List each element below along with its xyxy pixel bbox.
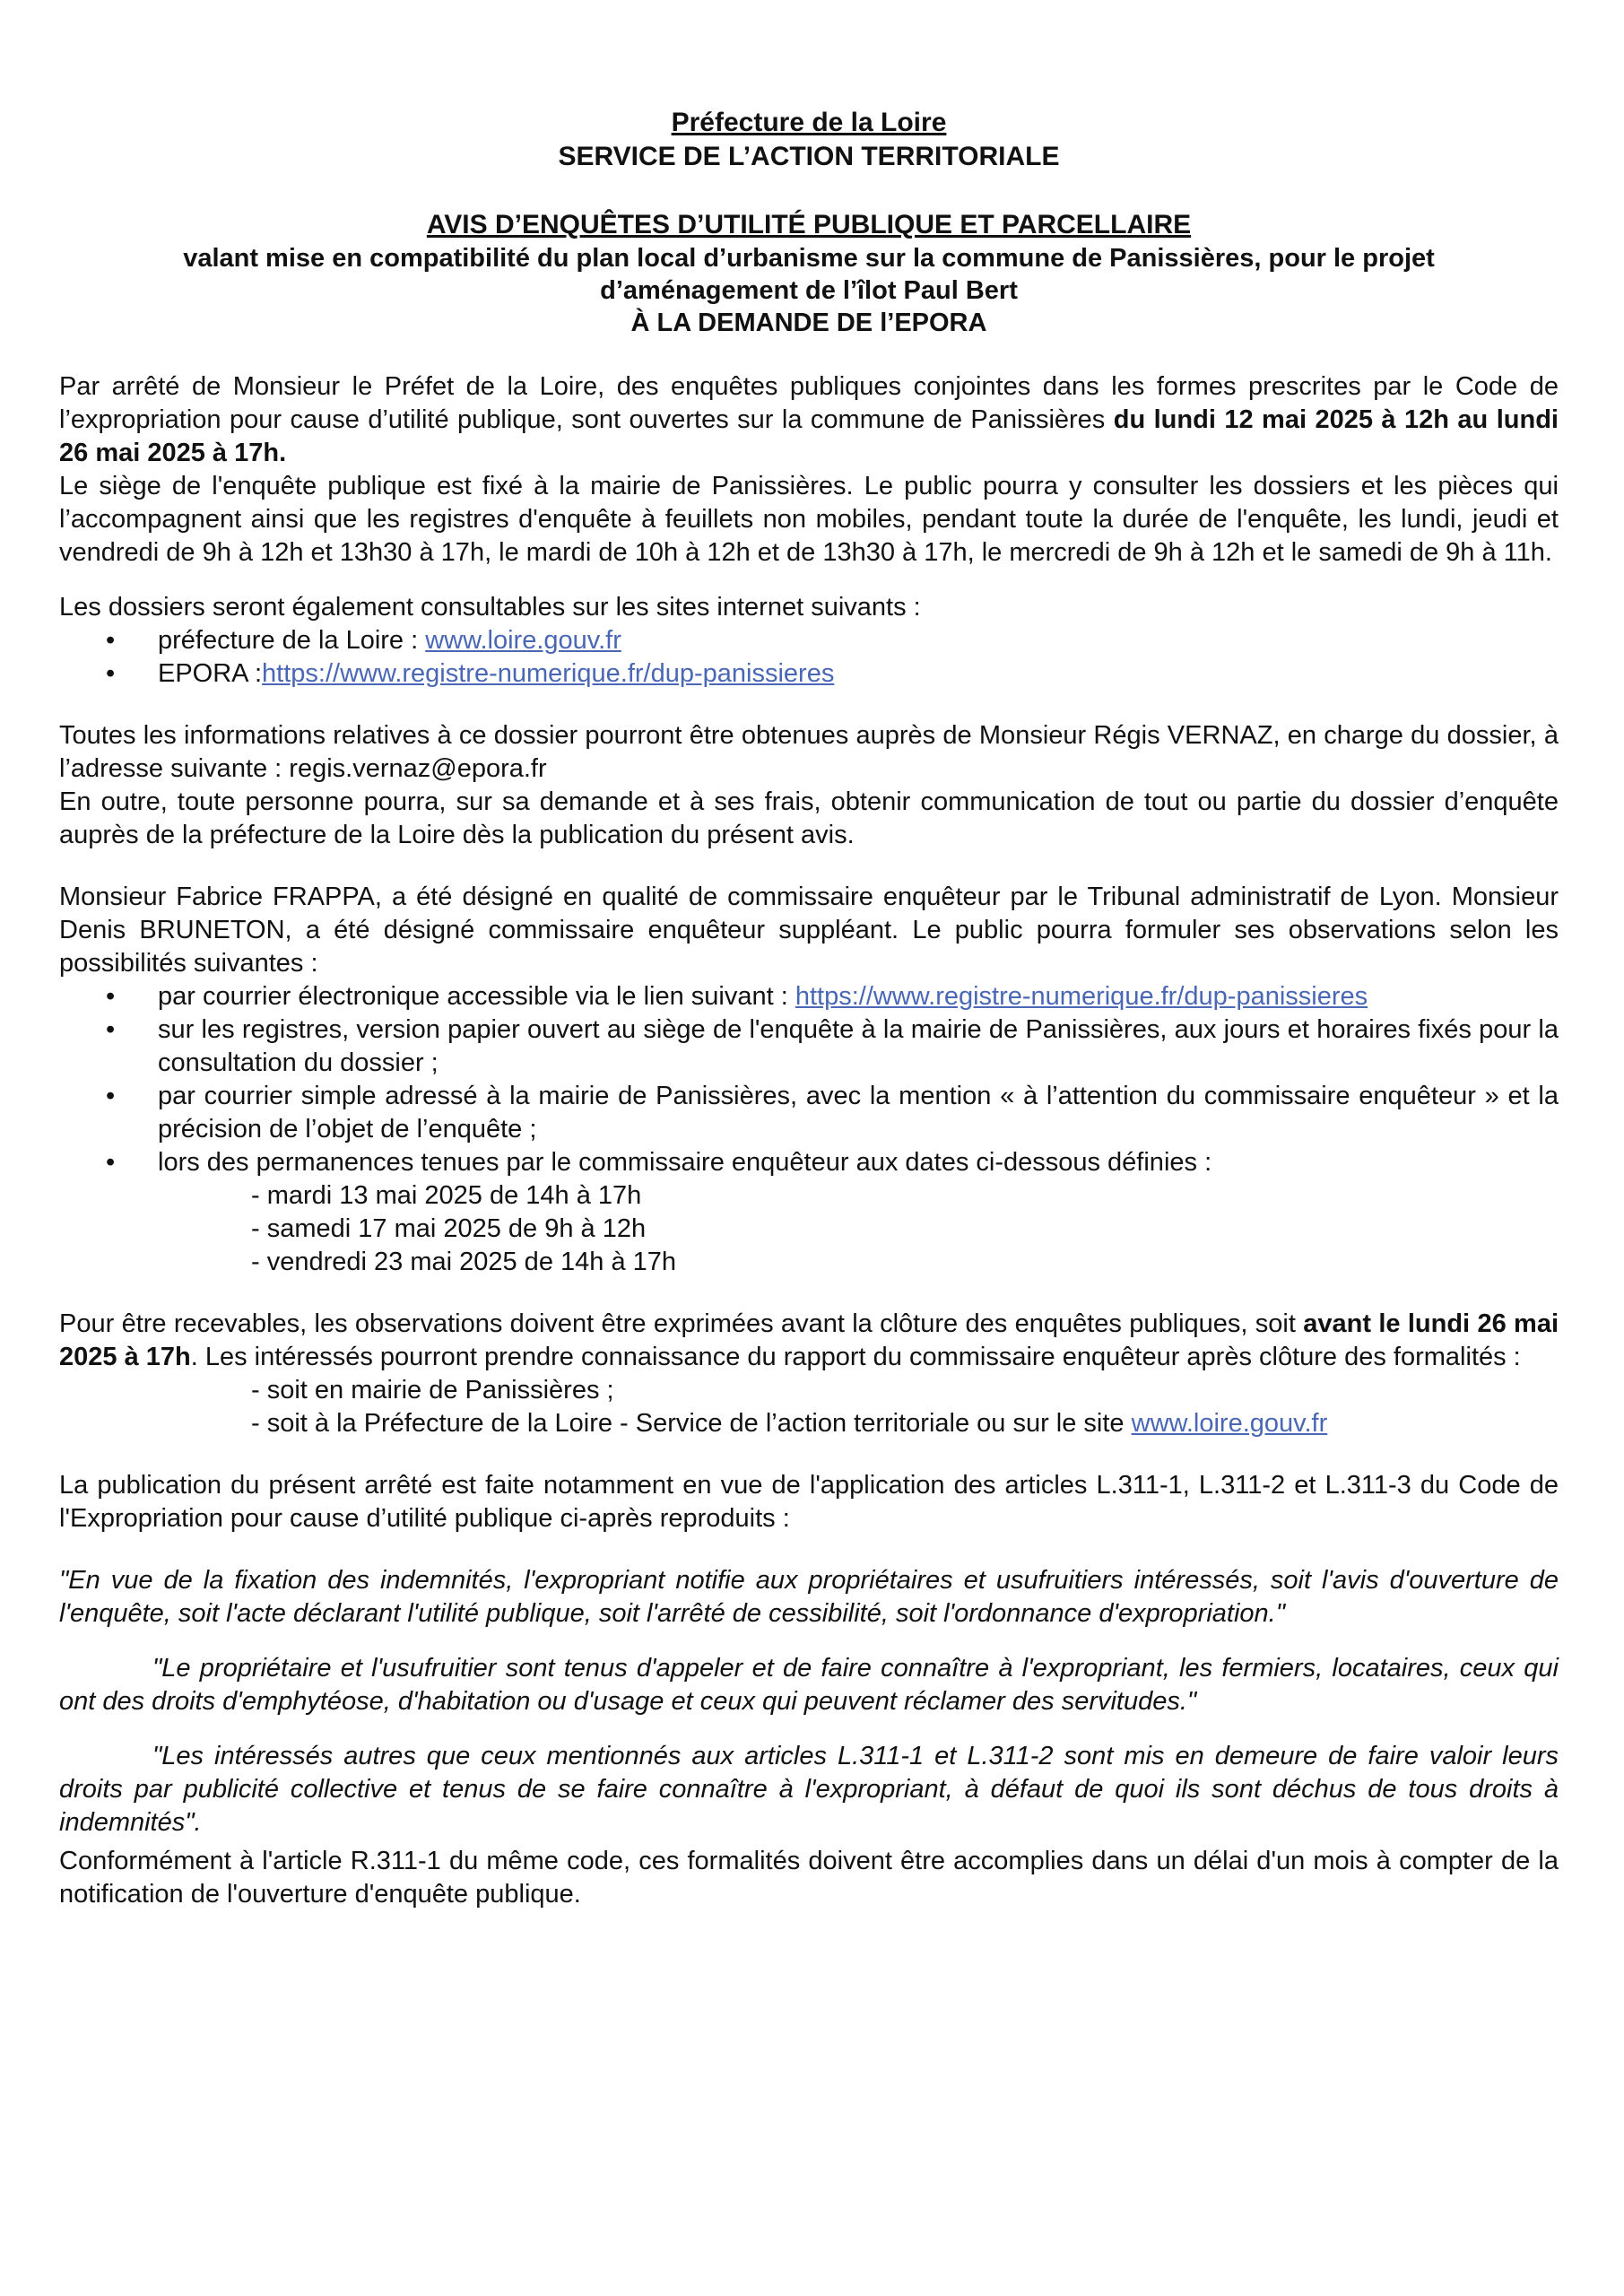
- bullet-icon: •: [106, 1082, 116, 1110]
- quote-article-3: "Les intéressés autres que ceux mentionnés aux articles L.311-1 et L.311-2 sont mis en demeure de faire valoir leurs droits par publicité collective et tenus de se faire connaître à l'expropriant, à défaut de quoi ils sont déchus de tous droits à indemnités".: [59, 1742, 1559, 1837]
- bullet-icon: •: [106, 626, 116, 655]
- list-item: [59, 1013, 1559, 1080]
- websites-list: [59, 624, 1559, 691]
- recevabilite-paragraph: [59, 1308, 1559, 1374]
- bullet-icon: •: [106, 982, 116, 1011]
- quote-article-2: "Le propriétaire et l'usufruitier sont tenus d'appeler et de faire connaître à l'expropriant, les fermiers, locataires, ceux qui ont des droits d'emphytéose, d'habitation ou d'usage et ceux qui peuvent réclamer des servitudes.": [59, 1654, 1559, 1716]
- list-item: [59, 1080, 1559, 1146]
- siege-paragraph: Le siège de l'enquête publique est fixé à la mairie de Panissières. Le public pourra y consulter les dossiers et les pièces qui l’accompagnent ainsi que les registres d'enquête à feuillets non mobiles, pendant toute la durée de l'enquête, les lundi, jeudi et vendredi de 9h à 12h et 13h30 à 17h, le mardi de 10h à 12h et de 13h30 à 17h, le mercredi de 9h à 12h et le samedi de 9h à 11h.: [59, 472, 1559, 567]
- website-label: EPORA :: [158, 659, 263, 688]
- permanence-dates: [59, 1179, 1559, 1279]
- intro-paragraph: [59, 370, 1559, 470]
- list-item: [59, 1146, 1559, 1179]
- recevabilite-deadline: avant le lundi 26 mai 2025 à 17h: [59, 1309, 1559, 1371]
- report-locations: [59, 1374, 1559, 1440]
- permanence-date: - vendredi 23 mai 2025 de 14h à 17h: [251, 1248, 677, 1276]
- publication-paragraph: La publication du présent arrêté est faite notamment en vue de l'application des articles L.311-1, L.311-2 et L.311-3 du Code de l'Expropriation pour cause d’utilité publique ci-après reproduits :: [59, 1471, 1559, 1533]
- bullet-icon: •: [106, 1015, 116, 1044]
- contact-paragraph: Toutes les informations relatives à ce dossier pourront être obtenues auprès de Monsieur Régis VERNAZ, en charge du dossier, à l’adresse suivante : regis.vernaz@epora.fr: [59, 721, 1559, 783]
- permanence-date: - mardi 13 mai 2025 de 14h à 17h: [251, 1181, 642, 1210]
- method-text: par courrier électronique accessible via le lien suivant :: [158, 982, 795, 1011]
- notice-title: AVIS D’ENQUÊTES D’UTILITÉ PUBLIQUE ET PARCELLAIRE: [426, 210, 1192, 239]
- prefecture-heading: Préfecture de la Loire: [671, 108, 947, 137]
- prefecture-website-link[interactable]: www.loire.gouv.fr: [425, 626, 621, 655]
- quote-article-1: "En vue de la fixation des indemnités, l'expropriant notifie aux propriétaires et usufruitiers intéressés, soit l'avis d'ouverture de l'enquête, soit l'acte déclarant l'utilité publique, soit l'arrêté de cessibilité, soit l'ordonnance d'expropriation.": [59, 1566, 1559, 1628]
- notice-subtitle: valant mise en compatibilité du plan local d’urbanisme sur la commune de Panissières, pour le projet d’aménagement de l’îlot Paul Bert: [183, 244, 1435, 305]
- recevabilite-text-2: . Les intéressés pourront prendre connaissance du rapport du commissaire enquêteur après clôture des formalités :: [190, 1343, 1521, 1371]
- epora-website-link[interactable]: https://www.registre-numerique.fr/dup-panissieres: [262, 659, 835, 688]
- bullet-icon: •: [106, 659, 116, 688]
- method-text: sur les registres, version papier ouvert au siège de l'enquête à la mairie de Panissières, aux jours et horaires fixés pour la consultation du dossier ;: [158, 1015, 1559, 1077]
- notice-page: [59, 106, 1559, 1911]
- registre-numerique-link[interactable]: https://www.registre-numerique.fr/dup-panissieres: [795, 982, 1368, 1011]
- loire-website-link[interactable]: www.loire.gouv.fr: [1131, 1409, 1328, 1438]
- notice-requester: À LA DEMANDE DE l’EPORA: [630, 309, 987, 337]
- observation-methods-list: [59, 980, 1559, 1179]
- intro-text: Par arrêté de Monsieur le Préfet de la Loire, des enquêtes publiques conjointes dans les formes prescrites par le Code de l’expropriation pour cause d’utilité publique, sont ouvertes sur la commune de Panissières: [59, 372, 1559, 434]
- bullet-icon: •: [106, 1148, 116, 1177]
- service-heading: SERVICE DE L’ACTION TERRITORIALE: [558, 142, 1060, 171]
- websites-intro: Les dossiers seront également consultables sur les sites internet suivants :: [59, 593, 921, 622]
- intro-dates: du lundi 12 mai 2025 à 12h au lundi 26 mai 2025 à 17h.: [59, 405, 1559, 467]
- communication-paragraph: En outre, toute personne pourra, sur sa demande et à ses frais, obtenir communication de tout ou partie du dossier d’enquête auprès de la préfecture de la Loire dès la publication du présent avis.: [59, 787, 1559, 849]
- method-text: par courrier simple adressé à la mairie de Panissières, avec la mention « à l’attention du commissaire enquêteur » et la précision de l’objet de l’enquête ;: [158, 1082, 1559, 1144]
- permanence-date: - samedi 17 mai 2025 de 9h à 12h: [251, 1214, 647, 1243]
- report-location-text: - soit à la Préfecture de la Loire - Service de l’action territoriale ou sur le site: [251, 1409, 1132, 1438]
- commissaire-paragraph: Monsieur Fabrice FRAPPA, a été désigné en qualité de commissaire enquêteur par le Tribunal administratif de Lyon. Monsieur Denis BRUNETON, a été désigné commissaire enquêteur suppléant. Le public pourra formuler ses observations selon les possibilités suivantes :: [59, 883, 1559, 978]
- list-item: [59, 657, 1559, 691]
- website-label: préfecture de la Loire :: [158, 626, 426, 655]
- list-item: [59, 980, 1559, 1013]
- closing-paragraph: Conformément à l'article R.311-1 du même code, ces formalités doivent être accomplies dans un délai d'un mois à compter de la notification de l'ouverture d'enquête publique.: [59, 1847, 1559, 1909]
- list-item: [59, 624, 1559, 657]
- report-location: - soit en mairie de Panissières ;: [251, 1376, 614, 1405]
- method-text: lors des permanences tenues par le commissaire enquêteur aux dates ci-dessous définies :: [158, 1148, 1212, 1177]
- report-location: [251, 1407, 1559, 1440]
- recevabilite-text-1: Pour être recevables, les observations doivent être exprimées avant la clôture des enquêtes publiques, soit: [59, 1309, 1304, 1338]
